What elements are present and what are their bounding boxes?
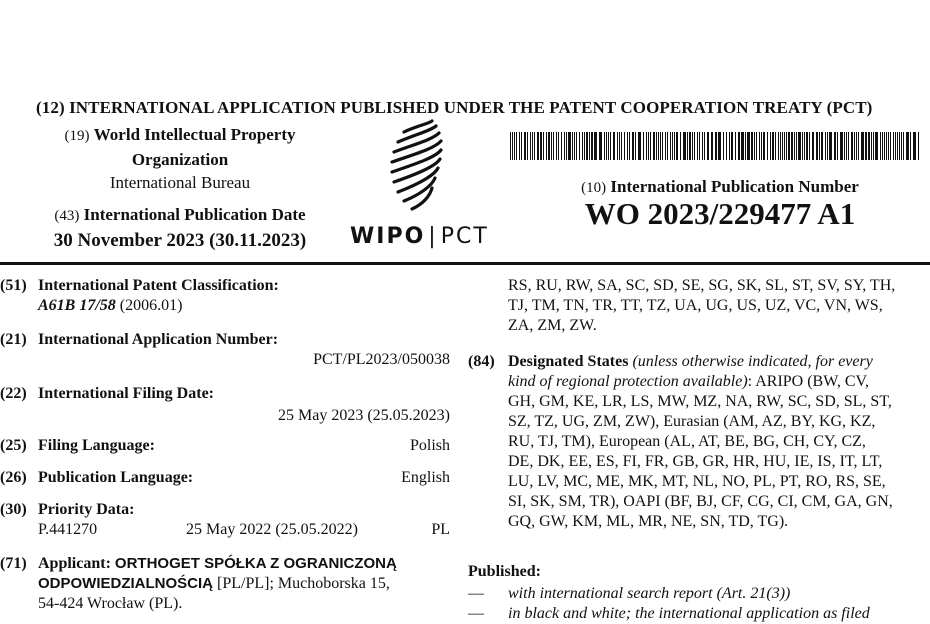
field-51-value [38,296,182,316]
barcode-bar [519,132,520,160]
applicant-line-1 [38,554,450,574]
barcode-bar [865,132,867,160]
field-30 [0,500,450,542]
barcode-bar [553,132,554,160]
barcode-bar [665,132,666,160]
barcode-bar [903,132,904,160]
barcode-bar [825,132,826,160]
barcode-bar [594,132,597,160]
pubnum-code: (10) [581,180,607,196]
barcode-bar [821,132,823,160]
barcode-bar [524,132,526,160]
field-51-code: (51) [0,277,27,294]
barcode-bar [617,132,618,160]
published-item-1-text: with international search report (Art. 21(3)) [508,585,791,602]
published-item-2-text: in black and white; the international application as filed [508,605,870,622]
barcode-bar [646,132,647,160]
barcode-bar [868,132,870,160]
barcode-bar [660,132,661,160]
barcode-bar [667,132,668,160]
barcode-bar [786,132,787,160]
barcode-bar [848,132,849,160]
published-section [468,562,920,624]
applicant-line-2 [38,574,450,594]
barcode-bar [516,132,517,160]
barcode-bar [858,132,859,160]
org-name-line2: Organization [131,150,229,169]
barcode-bar [729,132,730,160]
barcode-bar [796,132,797,160]
barcode-bar [558,132,559,160]
barcode-bar [784,132,785,160]
states-line-7: GQ, GW, KM, ML, MR, NE, SN, TD, TG). [508,513,789,530]
barcode-bar [662,132,663,160]
barcode-bar [692,132,693,160]
barcode-bar [624,132,625,160]
barcode-bar [834,132,836,160]
field-84-line-2 [508,372,920,392]
field-21-value: PCT/PL2023/050038 [313,351,450,368]
barcode-bar [635,132,636,160]
barcode-bar [741,132,744,160]
field-25-label: Filing Language: [38,437,155,454]
bibliographic-right-column [468,276,920,620]
barcode-bar [778,132,779,160]
states-line-2: SZ, TZ, UG, ZM, ZW), Eurasian (AM, AZ, BY, KG, KZ, [508,413,876,430]
field-84-states [508,392,920,532]
barcode-bar [812,132,814,160]
barcode-bar [704,132,705,160]
field-84-line-1 [508,352,920,372]
barcode-bar [718,132,721,160]
field-26 [0,468,450,488]
field-71 [0,554,450,618]
cont-line-2: TJ, TM, TN, TR, TT, TZ, UA, UG, US, UZ, VC, VN, WS, [508,297,883,314]
barcode-bar [527,132,528,160]
field-25-value: Polish [409,437,450,454]
barcode-bar [606,132,607,160]
barcode-bar [670,132,671,160]
barcode-bar [556,132,557,160]
publication-date-label: International Publication Date [83,205,306,224]
barcode-bar [851,132,853,160]
field-84-note-2: kind of regional protection available) [508,373,748,390]
barcode-bar [613,132,615,160]
barcode-bar [683,132,686,160]
publication-barcode [510,132,922,160]
ipc-class: A61B 17/58 [38,297,116,314]
logo-separator: | [428,224,438,249]
field-25 [0,436,450,456]
barcode-bar [629,132,630,160]
field-84-label: Designated States [508,353,629,370]
field-22-value: 25 May 2023 (25.05.2023) [278,407,450,424]
aripo-start: : ARIPO (BW, CV, [747,373,870,390]
document-type-heading: (12) INTERNATIONAL APPLICATION PUBLISHED UNDER THE PATENT COOPERATION TREATY (PCT) [36,98,873,117]
barcode-bar [895,132,896,160]
states-line-5: LU, LV, MC, ME, MK, MT, NL, NO, PL, PT, RO, RS, SE, [508,473,886,490]
barcode-bar [561,132,562,160]
barcode-bar [621,132,622,160]
cont-line-3: ZA, ZM, ZW. [508,317,597,334]
barcode-bar [589,132,590,160]
barcode-bar [775,132,776,160]
barcode-bar [897,132,898,160]
barcode-bar [699,132,700,160]
barcode-bar [582,132,583,160]
designated-states-continuation [508,276,920,336]
barcode-bar [680,132,681,160]
barcode-bar [884,132,885,160]
ipc-version: (2006.01) [115,297,183,314]
bibliographic-left-column [0,276,450,620]
field-21 [0,330,450,372]
barcode-bar [745,132,746,160]
barcode-bar [782,132,783,160]
barcode-bar [735,132,736,160]
barcode-bar [886,132,887,160]
org-name-line1: World Intellectual Property [93,125,296,144]
barcode-bar [780,132,781,160]
barcode-bar [802,132,803,160]
barcode-bar [882,132,883,160]
barcode-bar [772,132,774,160]
barcode-bar [604,132,605,160]
barcode-bar [632,132,634,160]
field-30-label: Priority Data: [38,501,135,518]
date-code: (43) [54,208,80,224]
barcode-bar [809,132,810,160]
barcode-bar [738,132,740,160]
publication-date-value: 30 November 2023 (30.11.2023) [53,230,307,251]
barcode-bar [910,132,911,160]
barcode-bar [804,132,805,160]
barcode-bar [798,132,801,160]
barcode-bar [572,132,573,160]
barcode-bar [521,132,522,160]
barcode-bar [918,132,919,160]
priority-date: 25 May 2022 (25.05.2022) [186,521,358,538]
wipo-wordmark: WIPO [350,224,426,249]
wipo-globe-icon [346,118,512,222]
barcode-bar [543,132,544,160]
states-line-3: RU, TJ, TM), European (AL, AT, BE, BG, CH, CY, CZ, [508,433,866,450]
barcode-bar [510,132,511,160]
header-divider [0,262,930,265]
barcode-bar [534,132,535,160]
barcode-bar [579,132,580,160]
publication-date-label-line [30,204,330,227]
field-71-code: (71) [0,555,27,572]
barcode-bar [715,132,717,160]
barcode-bar [788,132,790,160]
barcode-bar [532,132,533,160]
cont-line-1: RS, RU, RW, SA, SC, SD, SE, SG, SK, SL, ST, SV, SY, TH, [508,277,896,294]
barcode-bar [514,132,515,160]
barcode-bar [871,132,872,160]
barcode-bar [901,132,902,160]
field-51-label: International Patent Classification: [38,277,279,294]
field-22-code: (22) [0,385,27,402]
barcode-bar [676,132,678,160]
barcode-bar [846,132,847,160]
priority-number: P.441270 [38,521,98,538]
barcode-bar [702,132,703,160]
barcode-bar [747,132,750,160]
barcode-bar [880,132,881,160]
barcode-bar [854,132,855,160]
field-21-label: International Application Number: [38,331,279,348]
barcode-bar [888,132,889,160]
organization-block [30,124,330,193]
barcode-bar [723,132,724,160]
field-22-label: International Filing Date: [38,385,214,402]
barcode-bar [643,132,644,160]
barcode-bar [574,132,575,160]
barcode-bar [551,132,552,160]
states-line-1: GH, GM, KE, LR, LS, MW, MZ, NA, RW, SC, SD, SL, ST, [508,393,892,410]
barcode-bar [856,132,857,160]
barcode-bar [638,132,641,160]
publication-number: WO 2023/229477 A1 [584,196,856,231]
field-26-code: (26) [0,469,27,486]
barcode-bar [844,132,845,160]
barcode-bar [751,132,753,160]
barcode-bar [875,132,878,160]
barcode-bar [873,132,874,160]
barcode-bar [806,132,808,160]
barcode-bar [658,132,659,160]
barcode-bar [568,132,571,160]
published-item-2 [468,604,920,624]
field-26-value: English [401,469,450,486]
dash-2: — [468,605,484,622]
field-84-code: (84) [468,353,495,370]
barcode-bar [548,132,550,160]
applicant-name-1: ORTHOGET SPÓŁKA Z OGRANICZONĄ [114,555,397,572]
field-22 [0,384,450,426]
barcode-bar [653,132,655,160]
barcode-bar [816,132,818,160]
barcode-bar [756,132,757,160]
barcode-bar [566,132,567,160]
dash-1: — [468,585,484,602]
barcode-bar [770,132,771,160]
org-bureau: International Bureau [109,173,251,192]
barcode-bar [840,132,843,160]
applicant-name-2: ODPOWIEDZIALNOŚCIĄ [38,575,213,592]
barcode-bar [899,132,900,160]
applicant-address-2: 54-424 Wrocław (PL). [38,595,183,612]
barcode-bar [627,132,628,160]
barcode-bar [697,132,698,160]
barcode-bar [584,132,585,160]
wipo-pct-logo [346,118,512,252]
field-26-label: Publication Language: [38,469,194,486]
publication-number-label: International Publication Number [610,177,859,196]
states-line-4: DE, DK, EE, ES, FI, FR, GB, GR, HR, HU, IE, IS, IT, LT, [508,453,883,470]
barcode-bar [767,132,768,160]
barcode-bar [599,132,602,160]
barcode-bar [906,132,909,160]
publication-number-label-line [520,177,920,197]
barcode-bar [707,132,709,160]
barcode-bar [564,132,565,160]
applicant-address-1: [PL/PL]; Muchoborska 15, [213,575,390,592]
field-25-code: (25) [0,437,27,454]
applicant-label: Applicant: [38,555,111,572]
barcode-bar [819,132,820,160]
barcode-bar [791,132,793,160]
published-item-1 [468,584,920,604]
states-line-6: SI, SK, SM, TR), OAPI (BF, BJ, CF, CG, CI, CM, GA, GN, [508,493,893,510]
barcode-bar [694,132,695,160]
field-30-code: (30) [0,501,27,518]
barcode-bar [648,132,649,160]
barcode-bar [608,132,609,160]
barcode-bar [711,132,713,160]
barcode-bar [687,132,688,160]
barcode-bar [530,132,531,160]
pct-wordmark: PCT [440,224,489,249]
barcode-bar [829,132,832,160]
field-21-code: (21) [0,331,27,348]
barcode-bar [726,132,727,160]
barcode-bar [890,132,891,160]
barcode-bar [674,132,675,160]
barcode-bar [540,132,542,160]
barcode-bar [512,132,513,160]
barcode-bar [763,132,765,160]
barcode-bar [827,132,828,160]
published-label: Published: [468,563,541,580]
barcode-bar [610,132,611,160]
barcode-bar [913,132,916,160]
barcode-bar [861,132,864,160]
publication-date-block [30,204,330,253]
barcode-bar [656,132,657,160]
barcode-bar [689,132,691,160]
barcode-bar [546,132,547,160]
wipo-pct-wordmark [350,224,489,249]
barcode-bar [731,132,733,160]
barcode-bar [650,132,651,160]
barcode-bar [893,132,894,160]
barcode-bar [672,132,673,160]
barcode-bar [759,132,760,160]
org-line-1 [30,124,330,147]
barcode-bar [761,132,762,160]
barcode-bar [754,132,755,160]
barcode-bar [591,132,593,160]
barcode-bar [794,132,795,160]
barcode-bar [576,132,577,160]
field-84-note: (unless otherwise indicated, for every [628,353,873,370]
barcode-bar [619,132,620,160]
priority-country: PL [431,521,450,538]
barcode-bar [537,132,539,160]
org-code: (19) [64,128,90,144]
barcode-bar [837,132,838,160]
barcode-bar [586,132,588,160]
